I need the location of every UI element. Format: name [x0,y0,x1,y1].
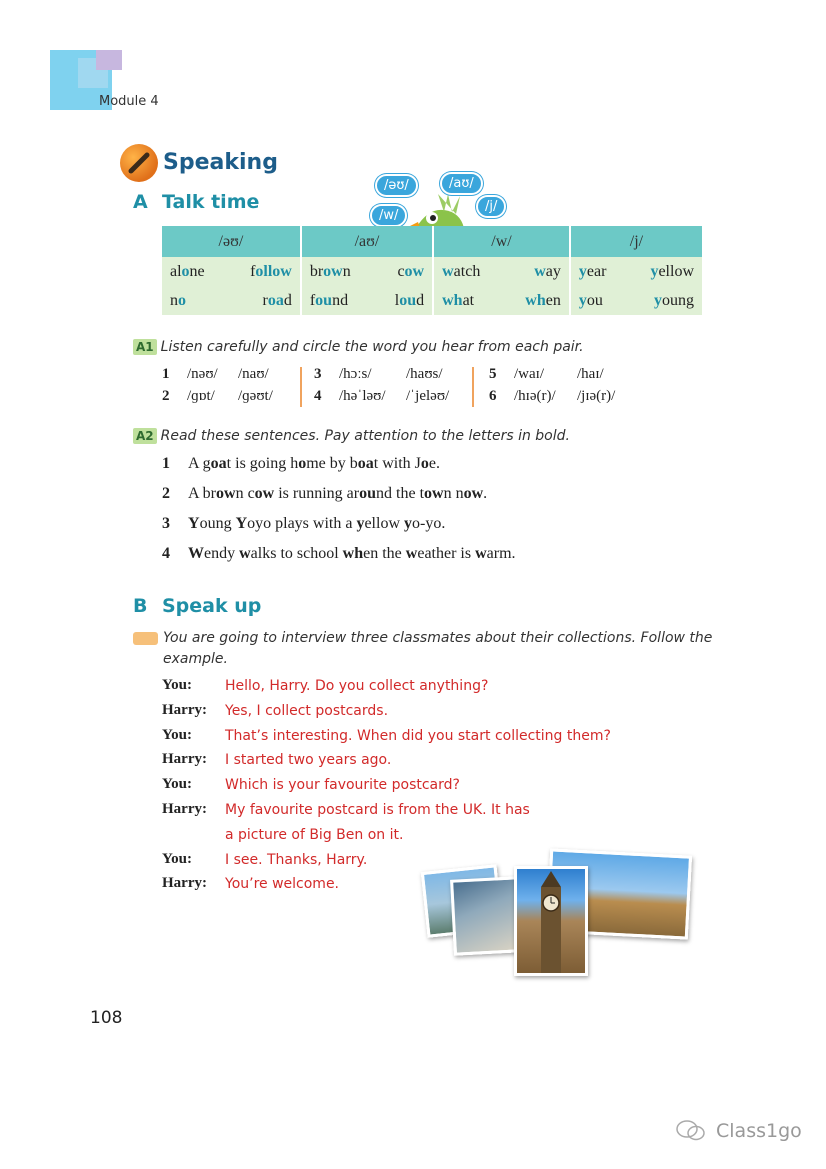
dialogue-speaker: You: [162,776,193,793]
phoneme-option[interactable]: /haʊs/ [406,366,443,382]
highlighted-letters: w [534,262,546,280]
sentence [188,545,516,563]
item-number: 1 [162,366,170,382]
a2-badge: A2 [133,428,157,444]
dialogue-line: That’s interesting. When did you start collecting them? [225,727,611,744]
phoneme-option[interactable]: /hɔːs/ [339,366,372,382]
highlighted-letters: wh [442,291,463,309]
word-part: f [250,262,256,280]
highlighted-letters: wh [525,291,546,309]
dialogue-line: Which is your favourite postcard? [225,777,460,794]
sentence-number: 4 [162,545,170,562]
table-header: /w/ [433,226,570,257]
highlighted-letters: o [178,291,186,309]
speak-up-badge [133,632,158,645]
highlighted-letters: w [442,262,454,280]
word-cell [503,257,570,286]
word-part: al [170,262,182,280]
sentence-number: 1 [162,455,170,472]
module-label: Module 4 [99,94,159,109]
phoneme-option[interactable]: /ɡəʊt/ [238,388,273,404]
sentence-text: A g [188,455,211,472]
item-number: 5 [489,366,497,382]
bold-letters: ow [463,485,484,502]
bold-letters: ow [424,485,444,502]
bold-letters: ow [254,485,275,502]
a1-instruction-row [133,338,584,356]
bold-letters: Y [235,515,248,532]
table-header: /aʊ/ [301,226,433,257]
dialogue-line: My favourite postcard is from the UK. It has [225,802,530,818]
section-b-title: Speak up [162,595,262,617]
sentence-number: 3 [162,515,170,532]
a2-instruction: Read these sentences. Pay attention to the letters in bold. [160,428,570,444]
phoneme-option[interactable]: /jɪə(r)/ [577,388,616,404]
word-cell [570,257,627,286]
word-part: ellow [658,262,694,280]
dialogue-speaker: Harry: [162,751,207,768]
word-part: d [283,291,292,309]
phoneme-option[interactable]: /həˈləʊ/ [339,388,386,404]
word-part: r [262,291,268,309]
dialogue-line: You’re welcome. [225,876,340,893]
dialogue-line: a picture of Big Ben on it. [225,826,404,843]
phoneme-option[interactable]: /nəʊ/ [187,366,218,382]
highlighted-letters: y [654,291,662,309]
sentence-text: oyo plays with a [247,515,357,532]
phoneme-bubble: /j/ [476,195,506,218]
bold-letters: y [404,515,412,532]
dialogue-speaker: You: [162,850,193,867]
sentence-text: n n [443,485,464,502]
highlighted-letters: ollow [255,262,292,280]
dialogue-speaker: You: [162,726,193,743]
word-part: l [394,291,400,309]
dialogue-speaker: Harry: [162,875,207,892]
a2-instruction-row [133,427,570,445]
sentence-text: en the [363,545,406,562]
sentence [188,485,487,503]
bold-letters: o [420,455,429,472]
section-a-letter: A [133,191,148,213]
word-part: ne [189,262,205,280]
phoneme-option[interactable]: /naʊ/ [238,366,269,382]
bold-letters: w [405,545,418,562]
highlighted-letters: y [578,262,587,280]
item-number: 2 [162,388,170,404]
word-part: d [416,291,425,309]
phoneme-option[interactable]: /ˈjeləʊ/ [406,388,450,404]
word-cell [433,257,503,286]
bold-letters: Y [188,515,200,532]
table-row [162,257,702,286]
highlighted-letters: o [181,262,190,280]
phoneme-option[interactable]: /ɡɒt/ [187,388,215,404]
bold-letters: oa [210,455,227,472]
bold-letters: wh [342,545,364,562]
watermark: Class1go [716,1120,802,1142]
a1-divider [472,367,474,407]
word-cell [626,257,702,286]
section-b-letter: B [133,595,148,617]
sentence-text: alks to school [250,545,343,562]
sentence-text: arm. [486,545,516,562]
phoneme-bubble: /əʊ/ [375,174,418,197]
table-header: /j/ [570,226,702,257]
phoneme-option[interactable]: /hɪə(r)/ [514,388,556,404]
sentence-text: is running ar [274,485,360,502]
word-cell [570,286,627,315]
phoneme-bubble: /w/ [370,204,407,227]
sentence-text: endy [204,545,240,562]
word-cell [626,286,702,315]
dialogue-line: Yes, I collect postcards. [225,702,389,719]
word-part: en [545,291,561,309]
word-part: n [342,262,351,280]
a1-badge: A1 [133,339,157,355]
highlighted-letters: ow [323,262,343,280]
bold-letters: ou [359,485,377,502]
highlighted-letters: y [650,262,659,280]
word-part: oung [662,291,694,309]
word-cell [374,286,433,315]
highlighted-letters: ow [404,262,425,280]
highlighted-letters: ou [315,291,333,309]
word-cell [162,257,226,286]
dialogue-speaker: You: [162,677,193,693]
bold-letters: o [298,455,307,472]
highlighted-letters: oa [267,291,284,309]
wechat-icon [676,1120,706,1147]
word-cell [433,286,503,315]
sentence-text: e. [428,455,441,472]
word-cell [374,257,433,286]
bold-letters: oa [357,455,374,472]
module-tab-accent [96,50,122,70]
dialogue-speaker: Harry: [162,801,207,817]
a1-divider [300,367,302,407]
postcard-photo [450,876,522,955]
b-instruction-line1: You are going to interview three classmates about their collections. Follow the [163,630,713,646]
sentence [188,515,445,533]
word-part: f [309,291,316,309]
pen-icon [120,144,158,182]
dialogue-speaker: Harry: [162,701,207,718]
item-number: 4 [314,388,322,404]
sentence-text: o-yo. [412,515,446,532]
phoneme-option[interactable]: /haɪ/ [577,366,604,382]
word-part: atch [453,262,481,280]
sentence-text: n c [235,485,255,502]
page-number: 108 [90,1008,123,1028]
word-part: br [309,262,324,280]
sentence-text: A br [188,485,216,502]
word-part: nd [332,291,349,309]
phoneme-option[interactable]: /waɪ/ [514,366,544,382]
highlighted-letters: ou [399,291,417,309]
word-cell [301,286,374,315]
bold-letters: w [239,545,251,562]
item-number: 3 [314,366,322,382]
word-cell [162,286,226,315]
b-instruction-line2: example. [163,651,228,667]
sentence-text: . [483,485,488,502]
word-cell [226,286,301,315]
word-part: ou [586,291,603,309]
bold-letters: w [475,545,487,562]
sentence-text: me by b [306,455,358,472]
speaking-title: Speaking [163,150,278,175]
table-row [162,286,702,315]
bold-letters: ow [216,485,236,502]
sentence-text: t with J [373,455,421,472]
sentence-number: 2 [162,485,170,502]
sentence-text: nd the t [376,485,425,502]
bold-letters: y [356,515,365,532]
word-part: ay [545,262,561,280]
section-a-title: Talk time [162,191,260,213]
item-number: 6 [489,388,497,404]
bold-letters: W [188,545,204,562]
dialogue-line: Hello, Harry. Do you collect anything? [225,678,489,694]
dialogue-line: I see. Thanks, Harry. [225,851,368,868]
sentence-text: oung [199,515,236,532]
sentence-text: eather is [417,545,476,562]
big-ben-photo [514,866,588,976]
sentence-text: ellow [364,515,404,532]
highlighted-letters: y [578,291,587,309]
phoneme-bubble: /aʊ/ [440,172,483,195]
table-header: /əʊ/ [162,226,301,257]
word-part: at [462,291,475,309]
a1-instruction: Listen carefully and circle the word you hear from each pair. [160,339,584,355]
word-part: n [170,291,178,309]
word-cell [226,257,301,286]
word-cell [301,257,374,286]
word-part: ear [586,262,607,280]
dialogue-line: I started two years ago. [225,752,392,769]
sentence [188,455,440,473]
word-part: c [397,262,405,280]
talk-time-table [162,226,702,315]
sentence-text: t is going h [226,455,299,472]
word-cell [503,286,570,315]
